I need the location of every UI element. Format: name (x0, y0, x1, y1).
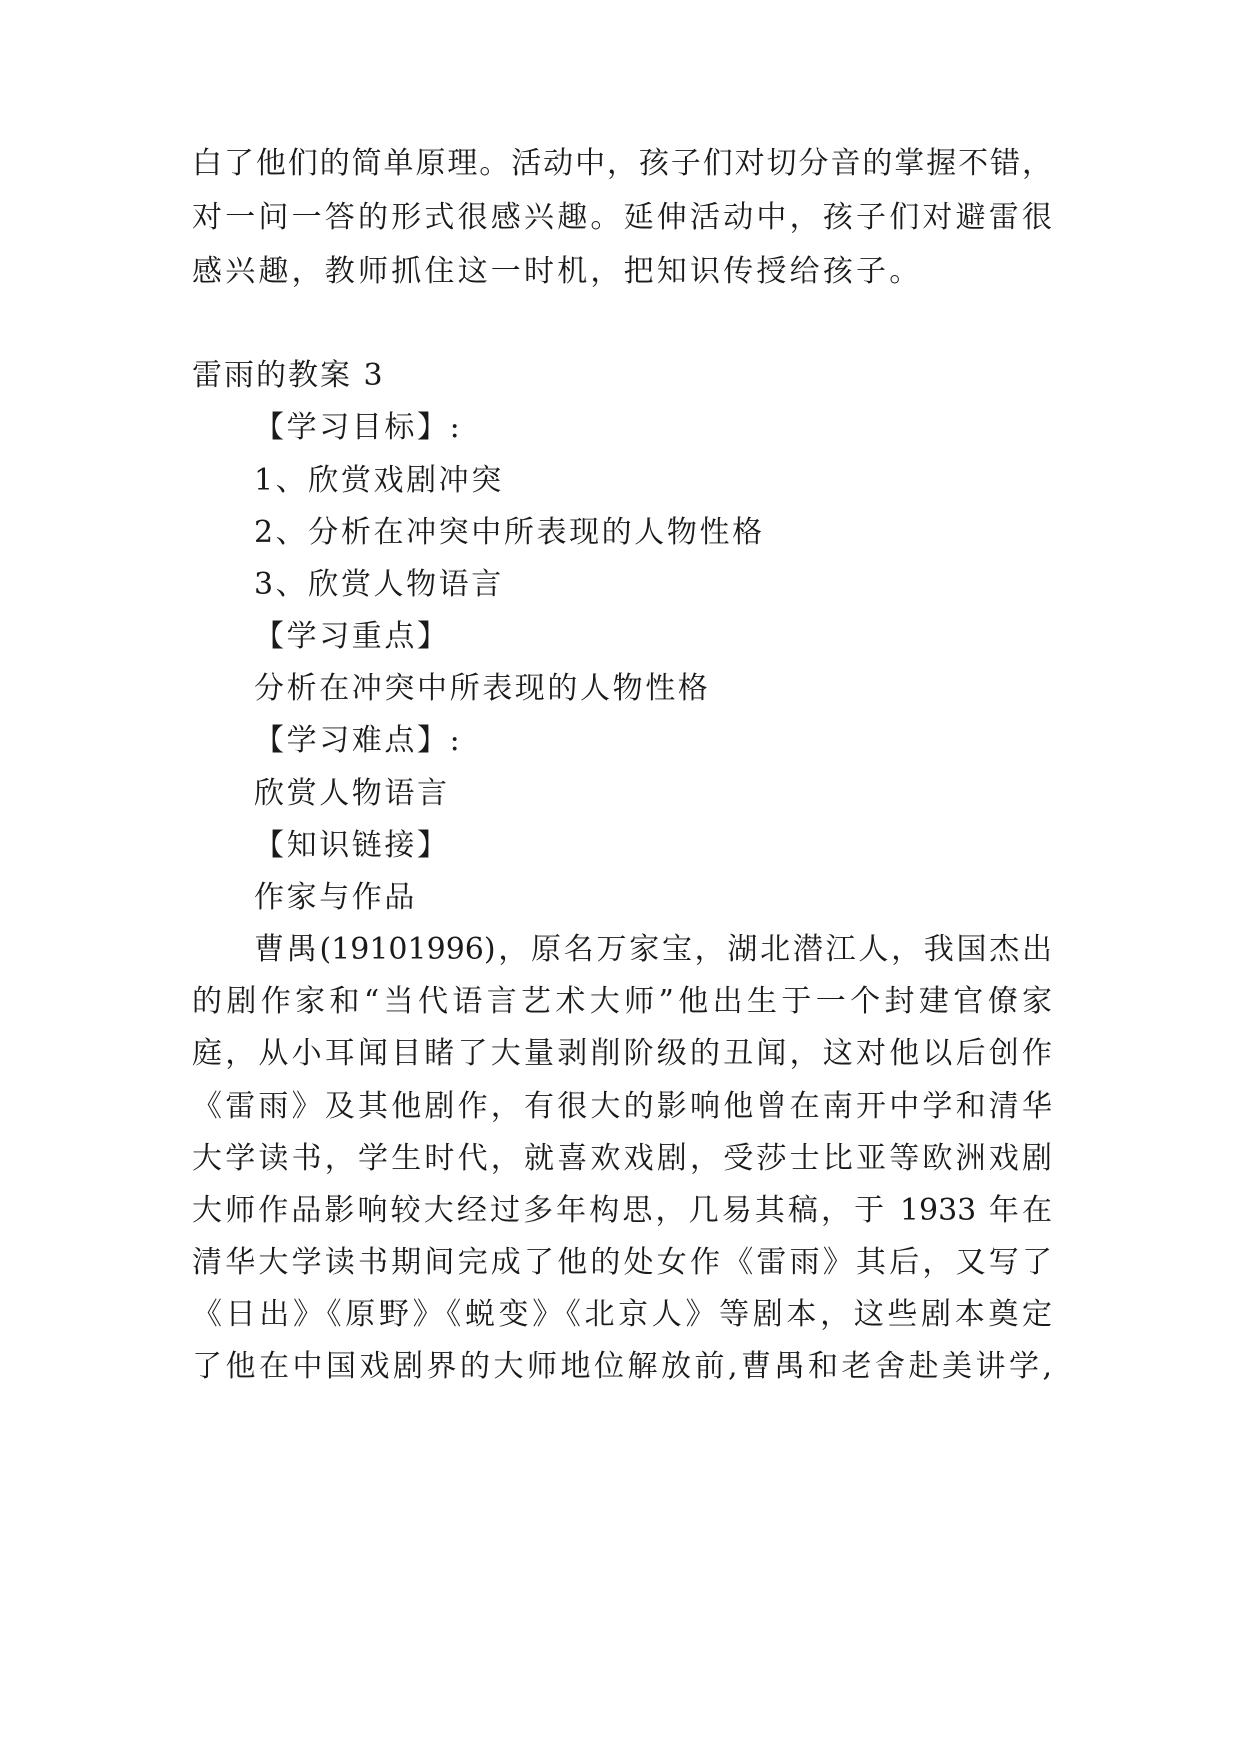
list-item: 3、欣赏人物语言 (254, 567, 504, 602)
paragraph-line: 曹禺(19101996)，原名万家宝，湖北潜江人，我国杰出 (254, 932, 1052, 967)
list-item: 1、欣赏戏剧冲突 (254, 463, 504, 498)
paragraph-line: 的剧作家和“当代语言艺术大师”他出生于一个封建官僚家 (192, 984, 1052, 1019)
section-title: 雷雨的教案 3 (192, 358, 385, 393)
paragraph-line: 大师作品影响较大经过多年构思，几易其稿，于 1933 年在 (192, 1193, 1052, 1228)
paragraph-line: 感兴趣，教师抓住这一时机，把知识传授给孩子。 (192, 254, 923, 289)
paragraph-line: 了他在中国戏剧界的大师地位解放前,曹禺和老舍赴美讲学, (192, 1349, 1052, 1384)
key-point-text: 分析在冲突中所表现的人物性格 (254, 671, 711, 706)
heading-difficulties: 【学习难点】: (254, 723, 463, 758)
paragraph-line: 大学读书，学生时代，就喜欢戏剧，受莎士比亚等欧洲戏剧 (192, 1141, 1052, 1176)
list-item: 2、分析在冲突中所表现的人物性格 (254, 515, 765, 550)
paragraph-line: 对一问一答的形式很感兴趣。延伸活动中，孩子们对避雷很 (192, 200, 1052, 235)
paragraph-line: 《雷雨》及其他剧作，有很大的影响他曾在南开中学和清华 (192, 1089, 1052, 1124)
paragraph-line: 《日出》《原野》《蜕变》《北京人》等剧本，这些剧本奠定 (192, 1297, 1052, 1332)
heading-knowledge-link: 【知识链接】 (254, 828, 450, 863)
paragraph-line: 清华大学读书期间完成了他的处女作《雷雨》其后，又写了 (192, 1245, 1052, 1280)
difficulty-text: 欣赏人物语言 (254, 776, 450, 811)
heading-learning-goals: 【学习目标】: (254, 410, 463, 445)
heading-key-points: 【学习重点】 (254, 619, 450, 654)
paragraph-line: 白了他们的简单原理。活动中，孩子们对切分音的掌握不错， (192, 146, 1052, 181)
paragraph-line: 庭，从小耳闻目睹了大量剥削阶级的丑闻，这对他以后创作 (192, 1036, 1052, 1071)
subheading-author-works: 作家与作品 (254, 880, 417, 915)
